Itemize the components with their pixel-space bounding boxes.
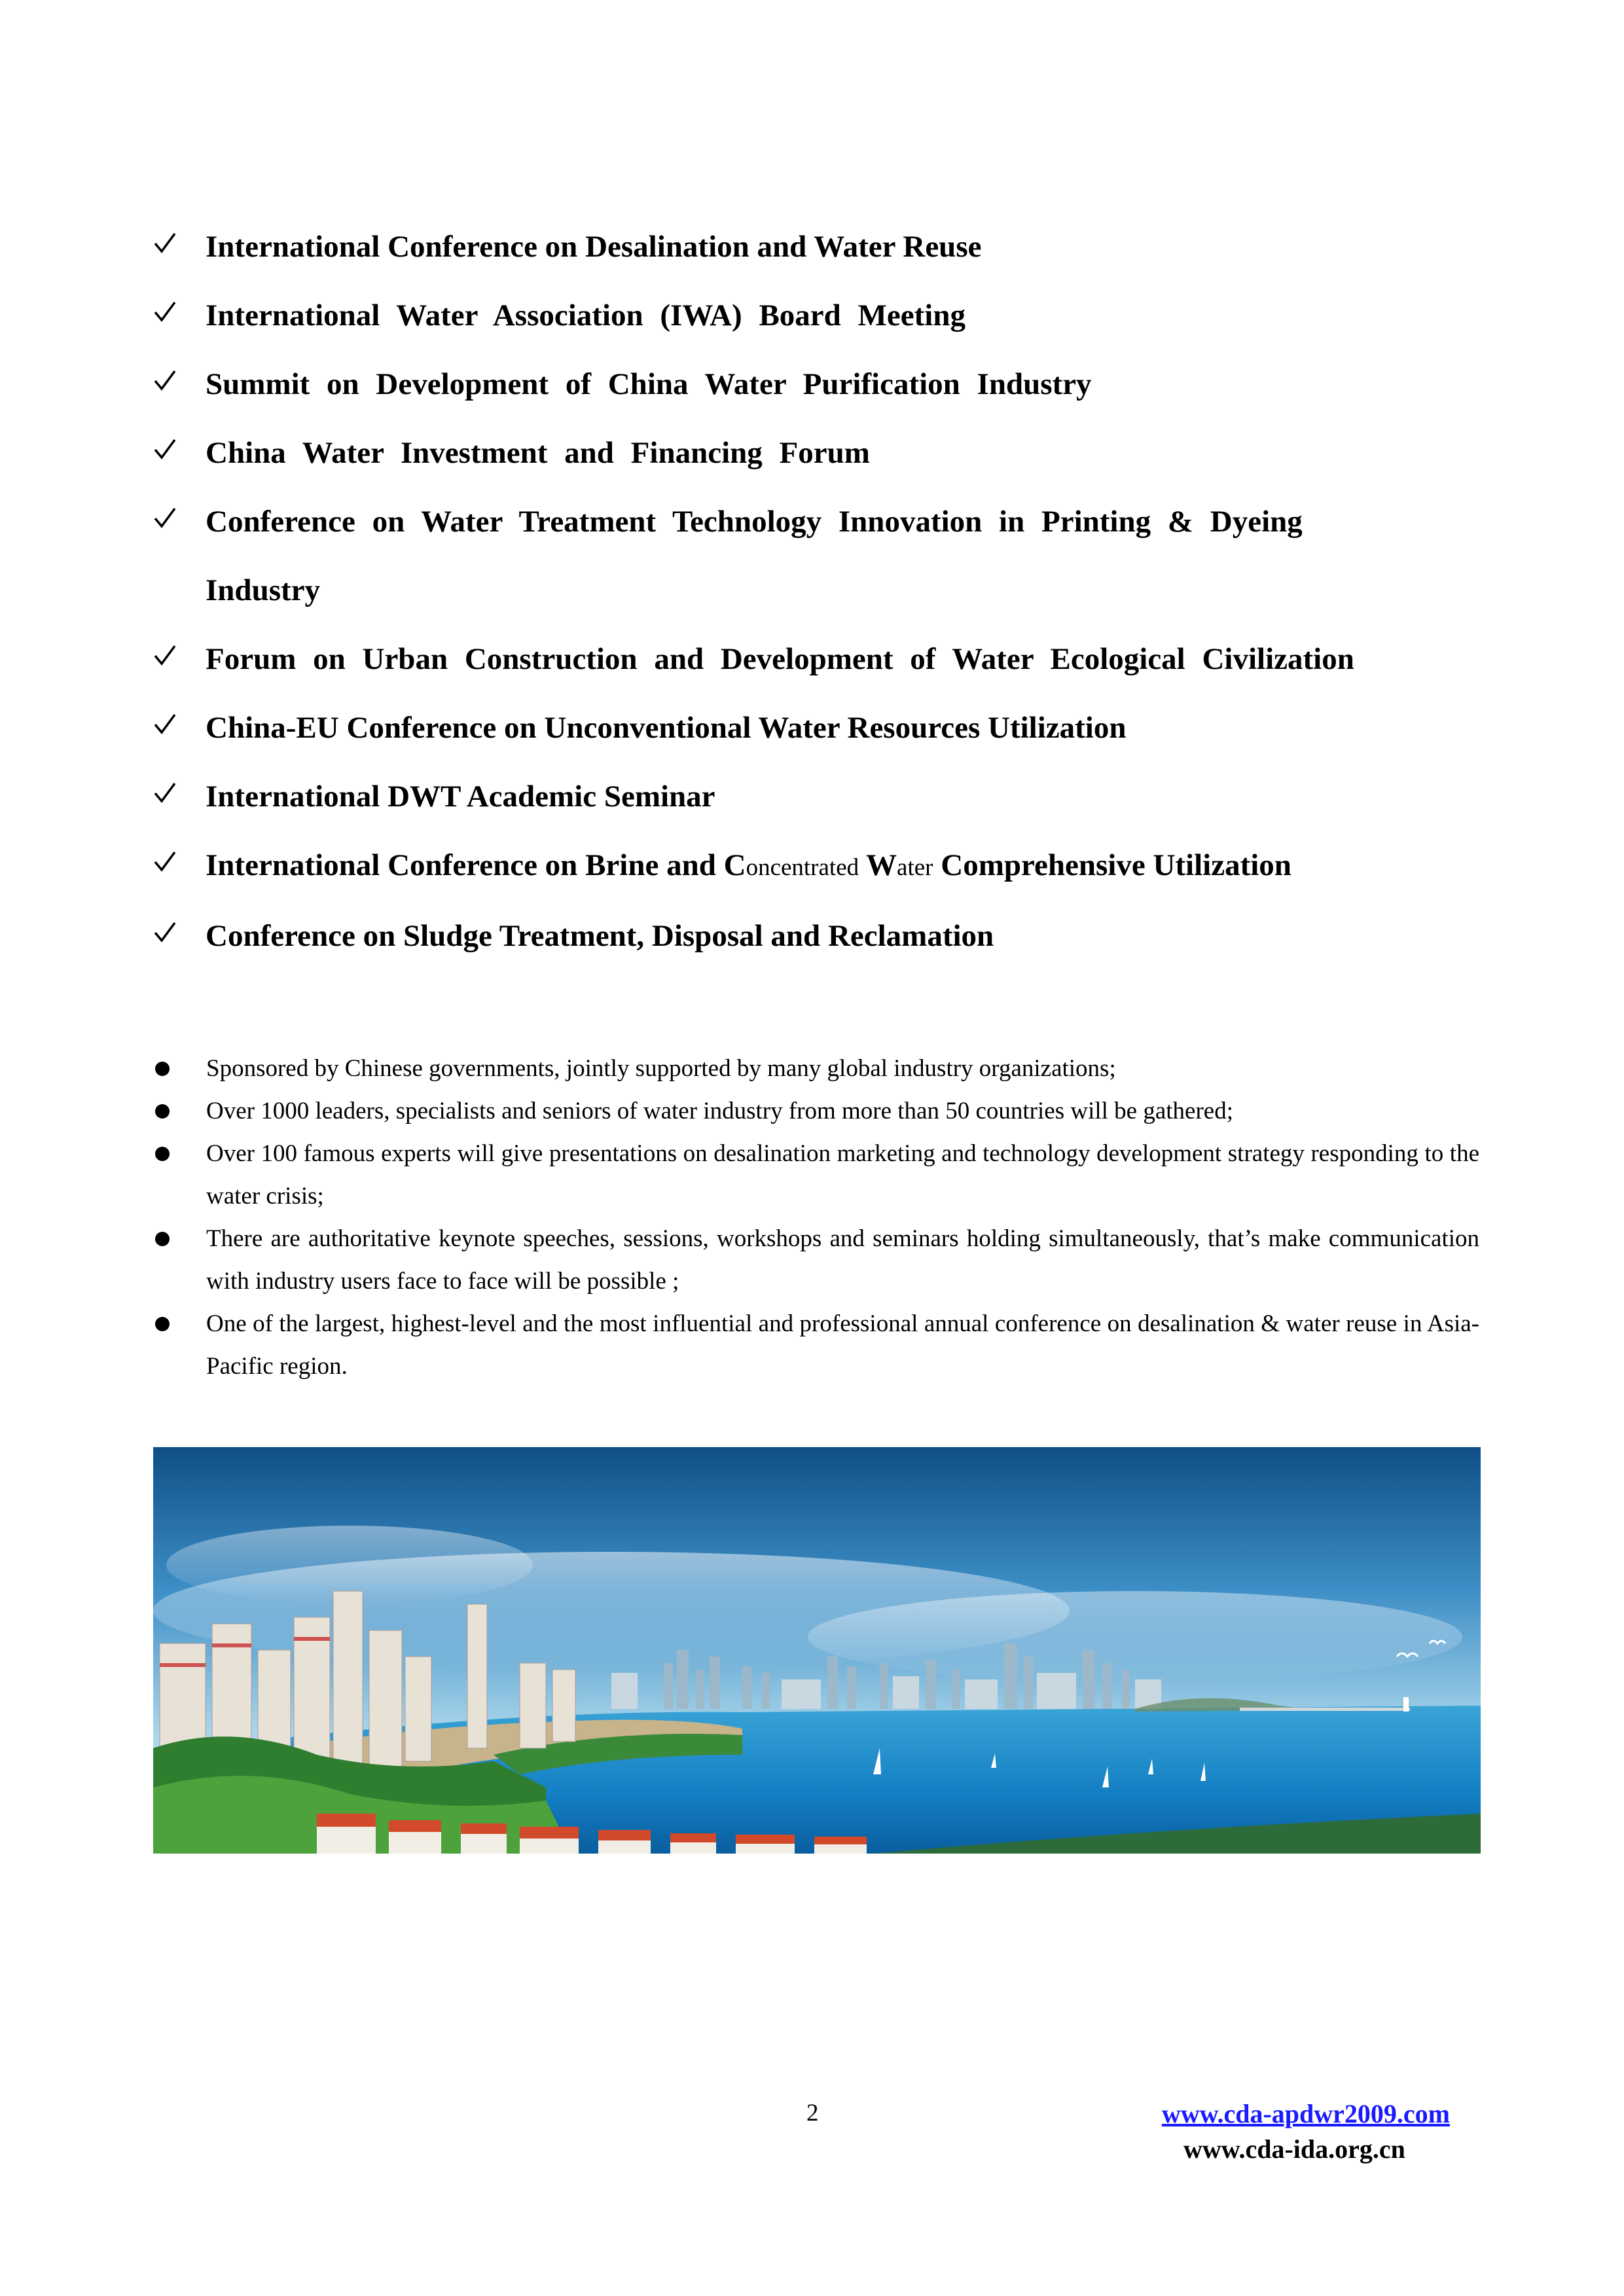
check-icon bbox=[152, 213, 182, 281]
event-item bbox=[152, 694, 1494, 762]
event-item bbox=[152, 625, 1494, 694]
event-item-continuation bbox=[152, 556, 1494, 625]
event-text: Conference on Water Treatment Technology Innovation in Printing & Dyeing bbox=[206, 505, 1303, 539]
page-number: 2 bbox=[806, 2100, 819, 2126]
check-icon bbox=[152, 831, 182, 900]
highlight-bullet-list bbox=[152, 1047, 1494, 1388]
highlight-text: Over 100 famous experts will give presentations on desalination marketing and technology development strategy responding to the water crisis; bbox=[206, 1140, 1479, 1210]
event-text-part: International Conference on Brine and C bbox=[206, 848, 746, 882]
event-text-part: Comprehensive Utilization bbox=[933, 848, 1291, 882]
highlight-item bbox=[152, 1302, 1479, 1388]
check-icon bbox=[152, 762, 182, 831]
event-item bbox=[152, 213, 1494, 281]
check-icon bbox=[152, 902, 182, 971]
event-item bbox=[152, 488, 1494, 556]
event-text: China-EU Conference on Unconventional Water Resources Utilization bbox=[206, 711, 1127, 745]
event-text: International Conference on Desalination and Water Reuse bbox=[206, 230, 982, 264]
highlight-text: One of the largest, highest-level and the most influential and professional annual conference on desalination & water reuse in Asia-Pacific region. bbox=[206, 1310, 1479, 1380]
footer-website-link[interactable]: www.cda-apdwr2009.com bbox=[1162, 2099, 1450, 2128]
check-icon bbox=[152, 694, 182, 762]
event-text bbox=[206, 831, 1449, 902]
event-item bbox=[152, 281, 1494, 350]
check-icon bbox=[152, 625, 182, 694]
event-item bbox=[152, 350, 1494, 419]
bullet-icon bbox=[155, 1232, 170, 1246]
event-text-part: ater bbox=[897, 854, 933, 881]
event-item bbox=[152, 831, 1494, 902]
highlight-text: There are authoritative keynote speeches, sessions, workshops and seminars holding simultaneously, that’s make communication with industry users face to face will be possible ; bbox=[206, 1225, 1479, 1295]
highlight-item bbox=[152, 1090, 1479, 1132]
check-icon bbox=[152, 281, 182, 350]
check-icon bbox=[152, 419, 182, 488]
bullet-icon bbox=[155, 1062, 170, 1076]
event-text: International Water Association (IWA) Board Meeting bbox=[206, 298, 965, 332]
bullet-icon bbox=[155, 1104, 170, 1119]
event-text: China Water Investment and Financing Forum bbox=[206, 436, 870, 470]
event-text-part: W bbox=[859, 848, 897, 882]
event-text-part: oncentrated bbox=[746, 854, 859, 881]
bullet-icon bbox=[155, 1317, 170, 1331]
highlight-text: Over 1000 leaders, specialists and seniors of water industry from more than 50 countries will be gathered; bbox=[206, 1098, 1233, 1124]
footer-website-text: www.cda-ida.org.cn bbox=[1183, 2134, 1405, 2164]
check-icon bbox=[152, 488, 182, 556]
highlight-item bbox=[152, 1217, 1479, 1302]
highlight-item bbox=[152, 1132, 1479, 1217]
event-check-list bbox=[152, 213, 1494, 971]
event-item bbox=[152, 419, 1494, 488]
event-text: International DWT Academic Seminar bbox=[206, 780, 715, 814]
bullet-icon bbox=[155, 1147, 170, 1161]
highlight-item bbox=[152, 1047, 1479, 1090]
event-text: Industry bbox=[206, 573, 321, 607]
event-text: Forum on Urban Construction and Development of Water Ecological Civilization bbox=[206, 642, 1354, 676]
coastal-city-panorama-photo bbox=[153, 1447, 1481, 1854]
event-text: Conference on Sludge Treatment, Disposal and Reclamation bbox=[206, 919, 994, 953]
check-icon bbox=[152, 350, 182, 419]
highlight-text: Sponsored by Chinese governments, jointly supported by many global industry organizations; bbox=[206, 1055, 1116, 1082]
event-item bbox=[152, 902, 1494, 971]
event-text: Summit on Development of China Water Purification Industry bbox=[206, 367, 1092, 401]
event-item bbox=[152, 762, 1494, 831]
